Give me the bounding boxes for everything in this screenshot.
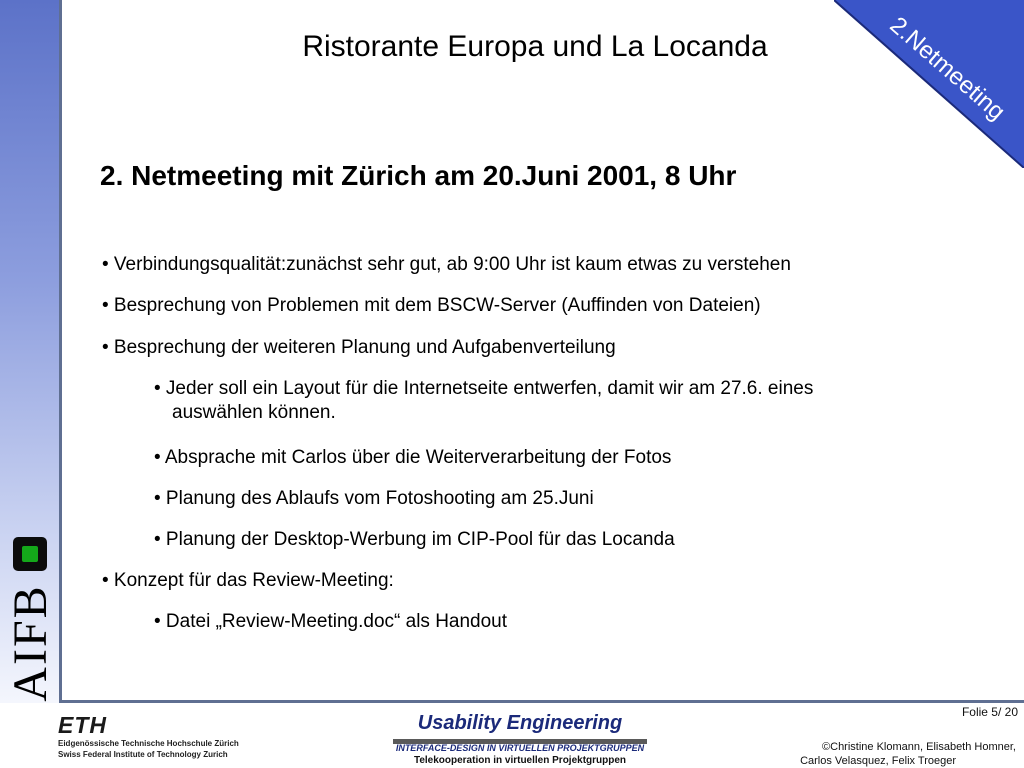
eth-name-german: Eidgenössische Technische Hochschule Zürich bbox=[58, 739, 239, 748]
course-subtitle: INTERFACE-DESIGN IN VIRTUELLEN PROJEKTGRUPPEN bbox=[395, 743, 645, 753]
copyright-line-2: Carlos Velasquez, Felix Troeger bbox=[800, 755, 956, 767]
bullet-item: • Besprechung der weiteren Planung und Aufgabenverteilung bbox=[102, 337, 616, 358]
bullet-item: • Konzept für das Review-Meeting: bbox=[102, 570, 394, 591]
eth-logo: ETH bbox=[58, 712, 107, 738]
sub-bullet-item: • Planung des Ablaufs vom Fotoshooting am 25.Juni bbox=[154, 488, 594, 509]
slide-number: Folie 5/ 20 bbox=[961, 705, 1018, 719]
eth-name-english: Swiss Federal Institute of Technology Zurich bbox=[58, 750, 228, 759]
section-label: 2.Netmeeting bbox=[884, 11, 1011, 126]
aifb-logo bbox=[3, 533, 59, 703]
aifb-logo-square-icon bbox=[13, 537, 47, 571]
sub-bullet-item: • Datei „Review-Meeting.doc“ als Handout bbox=[154, 611, 508, 632]
sub-bullet-item: • Jeder soll ein Layout für die Internetseite entwerfen, damit wir am 27.6. eines auswählen können. bbox=[154, 378, 814, 423]
aifb-logo-text: AIFB bbox=[4, 584, 57, 702]
section-corner-triangle bbox=[834, 0, 1024, 168]
slide-headline: 2. Netmeeting mit Zürich am 20.Juni 2001, 8 Uhr bbox=[100, 160, 737, 191]
bullet-item: • Besprechung von Problemen mit dem BSCW-Server (Auffinden von Dateien) bbox=[102, 295, 761, 316]
bullet-item: • Verbindungsqualität:zunächst sehr gut, ab 9:00 Uhr ist kaum etwas zu verstehen bbox=[102, 254, 791, 275]
sub-bullet-continuation: auswählen können. bbox=[172, 402, 336, 423]
sidebar-border bbox=[59, 0, 62, 703]
course-title: Usability Engineering bbox=[417, 712, 623, 734]
eth-branding bbox=[58, 712, 258, 768]
footer-divider bbox=[59, 700, 1024, 703]
copyright-line-1: ©Christine Klomann, Elisabeth Homner, bbox=[822, 741, 1016, 753]
sub-bullet-item: • Planung der Desktop-Werbung im CIP-Pool für das Locanda bbox=[154, 529, 675, 550]
course-subtitle-secondary: Telekooperation in virtuellen Projektgruppen bbox=[413, 755, 627, 766]
sub-bullet-item: • Absprache mit Carlos über die Weiterverarbeitung der Fotos bbox=[154, 447, 672, 468]
slide-title: Ristorante Europa und La Locanda bbox=[302, 30, 768, 63]
